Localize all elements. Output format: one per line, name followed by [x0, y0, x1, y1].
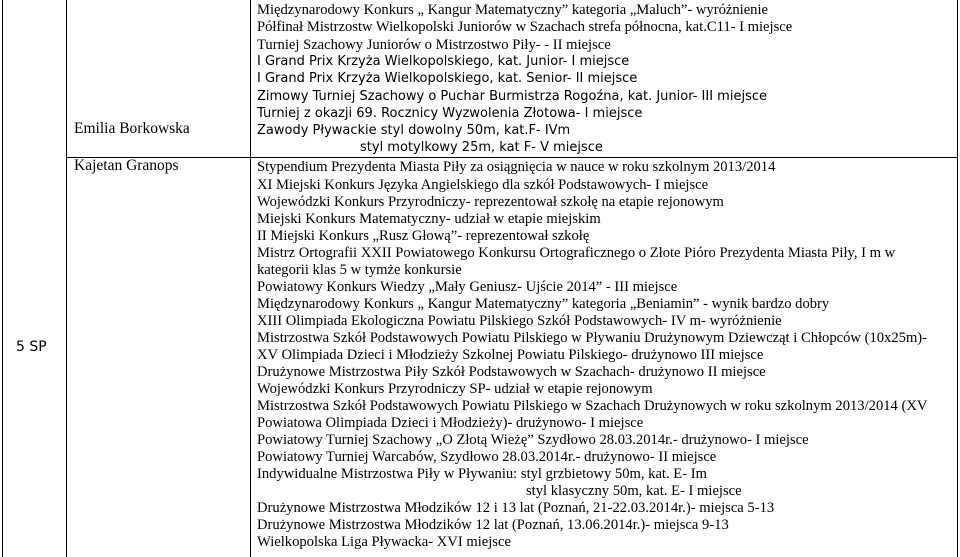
achievement-line: Zimowy Turniej Szachowy o Puchar Burmistrza Rogoźna, kat. Junior- III miejsce — [257, 89, 767, 104]
achievement-line: Powiatowy Konkurs Wiedzy „Mały Geniusz- Ujście 2014” - III miejsce — [257, 279, 678, 295]
achievement-line: Wielkopolska Liga Pływacka- XVI miejsce — [257, 534, 511, 550]
achievement-line: Turniej z okazji 69. Rocznicy Wyzwolenia Złotowa- I miejsce — [257, 106, 643, 121]
table-border-left — [2, 0, 3, 557]
student-name: Emilia Borkowska — [74, 120, 190, 137]
achievement-line: Mistrz Ortografii XXII Powiatowego Konkursu Ortograficznego o Złote Pióro Prezydenta Miasta Piły, I m w — [257, 245, 896, 261]
achievement-line: Drużynowe Mistrzostwa Młodzików 12 lat (Poznań, 13.06.2014r.)- miejsca 9-13 — [257, 517, 729, 533]
row-label: 5 SP — [16, 339, 47, 355]
achievement-line: Drużynowe Mistrzostwa Piły Szkół Podstawowych w Szachach- drużynowo II miejsce — [257, 364, 766, 380]
achievement-line: Powiatowa Olimpiada Dzieci i Młodzieży)- drużynowo- I miejsce — [257, 415, 644, 431]
student-name: Kajetan Granops — [74, 157, 179, 174]
table-border-right — [957, 0, 958, 557]
achievement-line: Turniej Szachowy Juniorów o Mistrzostwo Piły- - II miejsce — [257, 37, 611, 53]
achievement-line: Mistrzostwa Szkół Podstawowych Powiatu Pilskiego w Szachach Drużynowych w roku szkolnym 2013/2014 (XV — [257, 398, 928, 414]
achievement-line: Międzynarodowy Konkurs „ Kangur Matematyczny” kategoria „Maluch”- wyróżnienie — [257, 2, 768, 18]
achievement-line: Mistrzostwa Szkół Podstawowych Powiatu Pilskiego w Pływaniu Drużynowym Dziewcząt i Chłopców (10x25m)- — [257, 330, 928, 346]
achievement-line: II Miejski Konkurs „Rusz Głową”- reprezentował szkołę — [257, 228, 590, 244]
table-row-divider — [66, 157, 958, 158]
achievement-line: Indywidualne Mistrzostwa Piły w Pływaniu: styl grzbietowy 50m, kat. E- Im — [257, 466, 707, 482]
achievement-line: Stypendium Prezydenta Miasta Piły za osiągnięcia w nauce w roku szkolnym 2013/2014 — [257, 159, 776, 175]
table-divider-label — [66, 0, 67, 557]
achievement-line: I Grand Prix Krzyża Wielkopolskiego, kat. Senior- II miejsce — [257, 71, 638, 86]
achievement-line: styl motylkowy 25m, kat F- V miejsce — [360, 140, 603, 155]
achievement-line: Wojewódzki Konkurs Przyrodniczy- reprezentował szkołę na etapie rejonowym — [257, 194, 724, 210]
achievement-line: Miejski Konkurs Matematyczny- udział w etapie miejskim — [257, 211, 601, 227]
table-divider-name — [250, 0, 251, 557]
achievement-line: Powiatowy Turniej Warcabów, Szydłowo 28.03.2014r.- drużynowo- II miejsce — [257, 449, 717, 465]
achievement-line: Drużynowe Mistrzostwa Młodzików 12 i 13 lat (Poznań, 21-22.03.2014r.)- miejsca 5-13 — [257, 500, 775, 516]
achievement-line: Wojewódzki Konkurs Przyrodniczy SP- udział w etapie rejonowym — [257, 381, 653, 397]
achievement-line: kategorii klas 5 w tymże konkursie — [257, 262, 462, 278]
achievement-line: XIII Olimpiada Ekologiczna Powiatu Pilskiego Szkół Podstawowych- IV m- wyróżnienie — [257, 313, 782, 329]
achievement-line: XI Miejski Konkurs Języka Angielskiego dla szkół Podstawowych- I miejsce — [257, 177, 709, 193]
achievement-line: Półfinał Mistrzostw Wielkopolski Juniorów w Szachach strefa północna, kat.C11- I miejsce — [257, 19, 793, 35]
achievement-line: styl klasyczny 50m, kat. E- I miejsce — [526, 483, 742, 499]
achievement-line: Powiatowy Turniej Szachowy „O Złotą Wieżę” Szydłowo 28.03.2014r.- drużynowo- I miejsce — [257, 432, 809, 448]
achievement-line: XV Olimpiada Dzieci i Młodzieży Szkolnej Powiatu Pilskiego- drużynowo III miejsce — [257, 347, 764, 363]
achievement-line: I Grand Prix Krzyża Wielkopolskiego, kat. Junior- I miejsce — [257, 54, 630, 69]
achievement-line: Zawody Pływackie styl dowolny 50m, kat.F- IVm — [257, 123, 571, 138]
achievement-line: Międzynarodowy Konkurs „ Kangur Matematyczny” kategoria „Beniamin” - wynik bardzo dobry — [257, 296, 830, 312]
